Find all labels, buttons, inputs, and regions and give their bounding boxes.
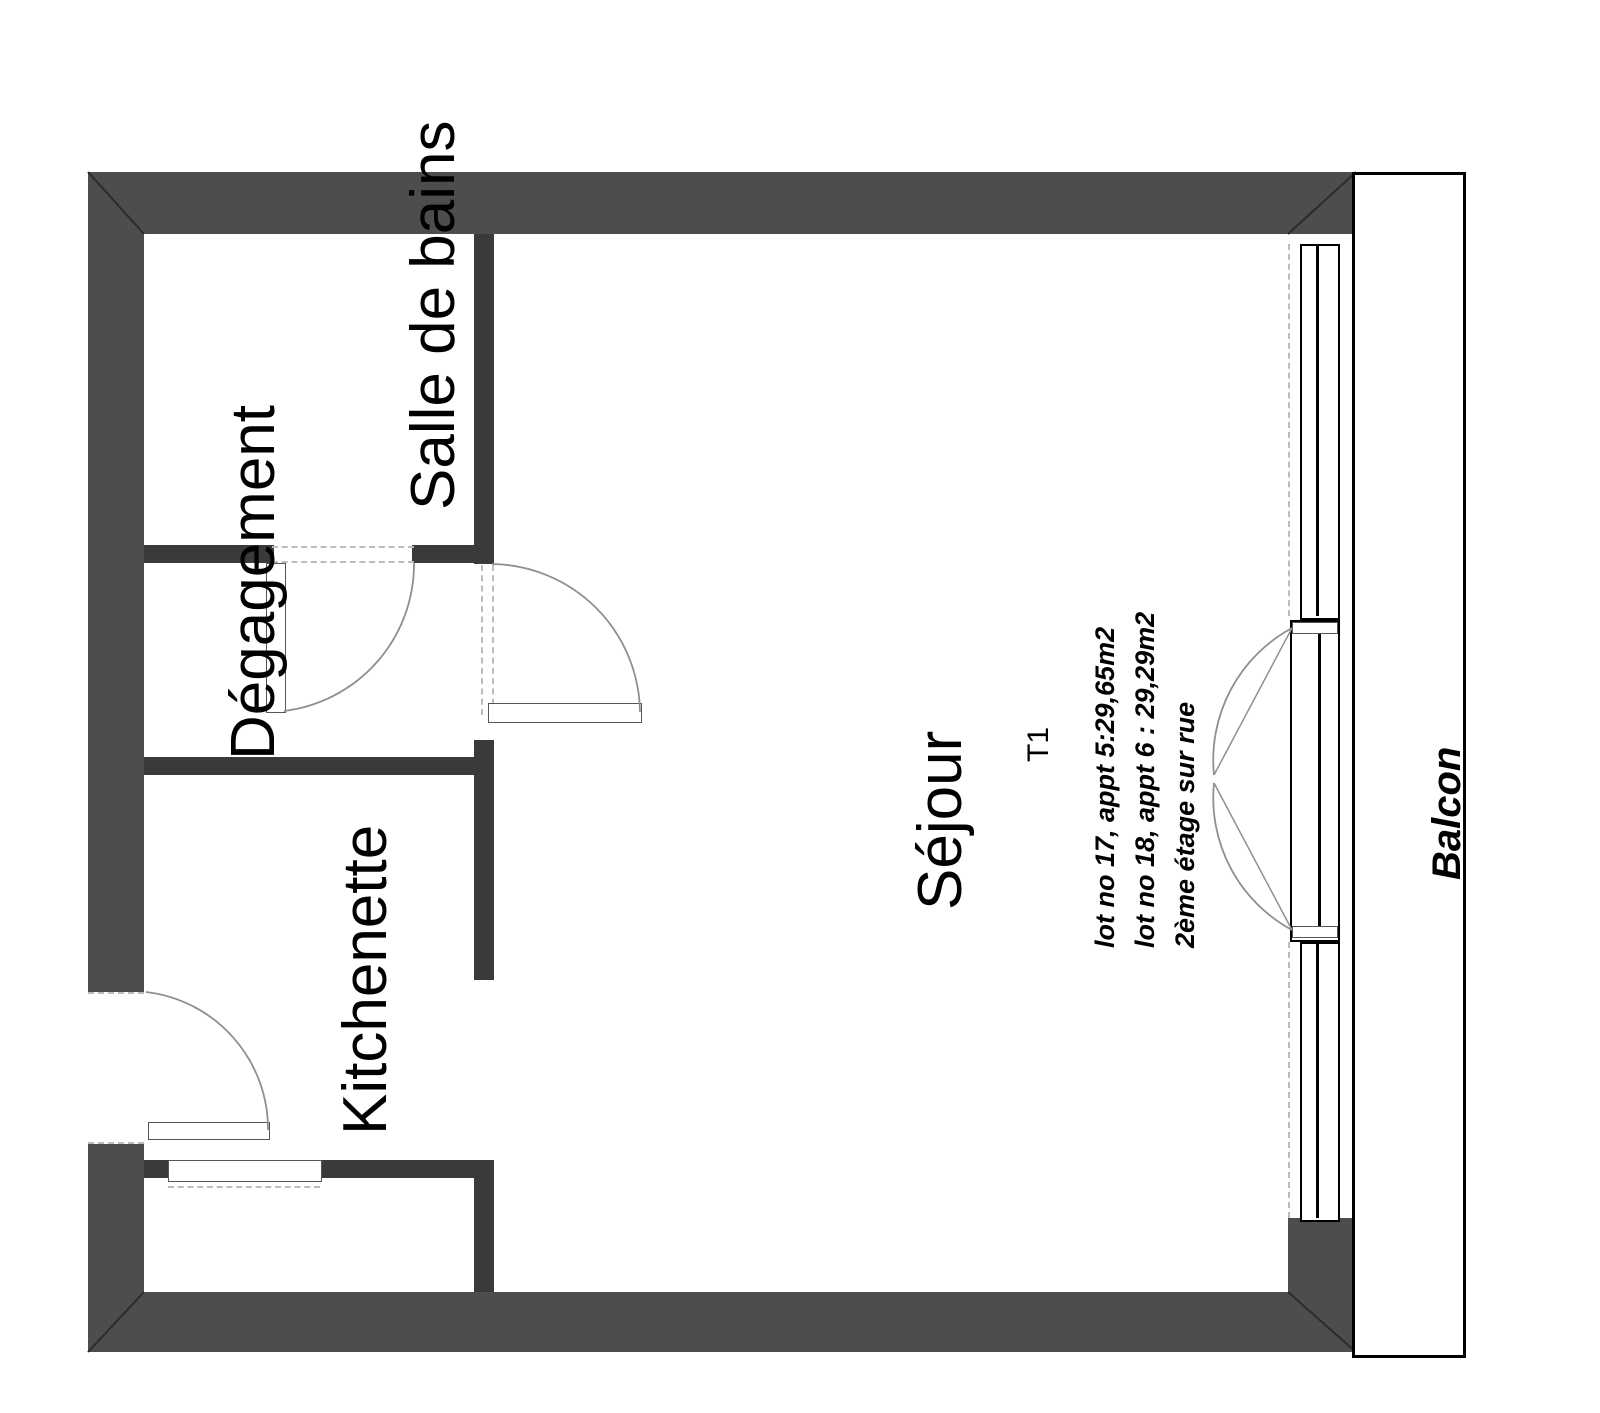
label-kitchenette: Kitchenette: [331, 824, 400, 1135]
french-door-frame: [1290, 620, 1340, 942]
inner-wall-hall-kitchen: [144, 757, 494, 775]
inner-wall-vertical-lower: [474, 1160, 494, 1292]
hall-door-leaf: [488, 703, 642, 723]
bathroom-door-dash-top: [272, 546, 414, 548]
hall-door-dash-left: [481, 565, 483, 715]
label-balcon: Balcon: [1425, 746, 1469, 880]
wall-right-top-stub: [1288, 172, 1356, 234]
entry-opening-dash-top: [88, 992, 144, 994]
window-upper: [1300, 244, 1340, 620]
window-lower: [1300, 942, 1340, 1222]
label-sejour: Séjour: [906, 730, 975, 910]
french-door-leaf-top: [1292, 622, 1338, 634]
annotation-lot-line-3: 2ème étage sur rue: [1170, 701, 1200, 948]
annotation-lot-line-2: lot no 18, appt 6 : 29,29m2: [1130, 611, 1160, 948]
window-lower-dash: [1288, 942, 1290, 1218]
window-lower-glass: [1316, 942, 1319, 1218]
wall-right-bottom-stub: [1288, 1218, 1356, 1352]
label-degagement: Dégagement: [219, 404, 288, 760]
bathroom-door-dash-bottom: [272, 561, 414, 563]
french-door-leaf-bottom: [1292, 926, 1338, 938]
annotation-type: T1: [1022, 726, 1055, 762]
window-upper-glass: [1316, 244, 1319, 616]
window-upper-dash: [1288, 244, 1290, 616]
hall-door-dash-right: [492, 565, 494, 715]
inner-wall-vertical-main: [474, 234, 494, 564]
inner-wall-bathroom-bottom-right: [412, 545, 494, 563]
entry-opening-dash-bottom: [88, 1142, 144, 1144]
kitchen-partition-panel: [168, 1160, 322, 1182]
kitchen-partition-dash: [168, 1186, 320, 1188]
annotation-lot-line-1: lot no 17, appt 5:29,65m2: [1090, 626, 1120, 948]
wall-top: [88, 172, 1356, 234]
inner-wall-vertical-mid: [474, 740, 494, 980]
wall-bottom: [88, 1292, 1356, 1352]
label-salle-de-bains: Salle de bains: [399, 120, 468, 510]
wall-left: [88, 172, 144, 1352]
french-door-glass: [1318, 620, 1321, 938]
kitchen-door-leaf: [148, 1122, 270, 1140]
entry-door-opening: [88, 992, 144, 1144]
